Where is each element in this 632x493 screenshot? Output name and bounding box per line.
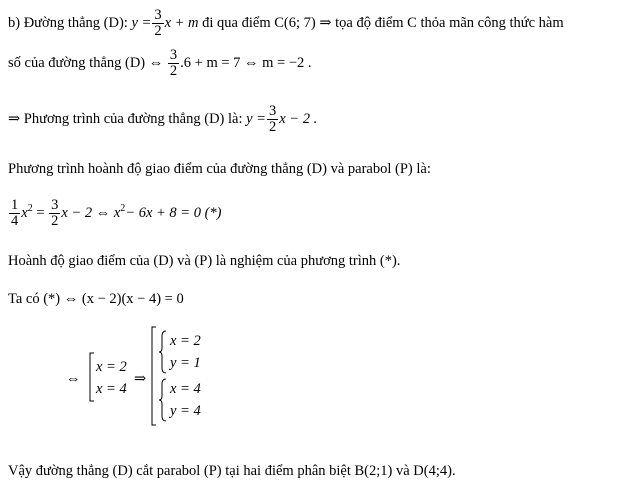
curly-brace-2 xyxy=(158,378,168,422)
line-5-frac2-den: 2 xyxy=(51,213,59,229)
case-c-2: y = 4 xyxy=(170,403,201,419)
line-1-eq-rhs: x + m xyxy=(164,14,199,31)
line-3-frac-den: 2 xyxy=(268,119,277,135)
line-2 xyxy=(8,48,312,79)
case-a-2: x = 4 xyxy=(96,381,127,397)
square-bracket-left xyxy=(88,352,96,402)
line-5 xyxy=(8,198,221,229)
line-3 xyxy=(8,104,317,135)
line-3-fraction xyxy=(267,104,278,135)
line-5-equals: = xyxy=(36,204,45,221)
line-1-text: đi qua điểm C(6; 7) ⇒ tọa độ điểm C thỏa mãn công thức hàm xyxy=(202,14,564,31)
line-3-prefix: ⇒ Phương trình của đường thẳng (D) là: xyxy=(8,110,243,127)
line-5-square-2: 2 xyxy=(120,203,126,214)
line-5-frac1-den: 4 xyxy=(11,213,19,229)
line-5-rest-1: x − 2 ⇔ x xyxy=(61,204,121,221)
line-3-eq-lhs: y = xyxy=(246,110,266,127)
line-2-prefix: số của đường thẳng (D) ⇔ xyxy=(8,54,164,71)
line-5-rest-2: − 6x + 8 = 0 (*) xyxy=(125,204,222,221)
line-1-frac-den: 2 xyxy=(154,23,162,39)
case-b-2: y = 1 xyxy=(170,355,201,371)
line-1-frac-num: 3 xyxy=(154,7,162,23)
line-5-square: 2 xyxy=(27,203,33,214)
curly-brace-1 xyxy=(158,330,168,374)
line-3-eq-rhs: x − 2 . xyxy=(279,110,318,127)
line-2-frac-den: 2 xyxy=(169,63,178,79)
cases-iff: ⇔ xyxy=(66,371,81,387)
line-2-frac-num: 3 xyxy=(169,47,178,63)
line-8: Vậy đường thẳng (D) cắt parabol (P) tại hai điểm phân biệt B(2;1) và D(4;4). xyxy=(8,463,456,479)
line-5-fraction-1 xyxy=(9,198,20,229)
line-5-fraction-2 xyxy=(49,198,60,229)
case-c-1: x = 4 xyxy=(170,381,201,397)
line-7: Ta có (*) ⇔ (x − 2)(x − 4) = 0 xyxy=(8,291,184,307)
cases-arrow: ⇒ xyxy=(134,371,147,387)
line-2-fraction xyxy=(168,48,179,79)
line-5-frac2-num: 3 xyxy=(51,197,59,213)
line-1-eq-lhs: y = xyxy=(131,14,152,31)
line-1-fraction xyxy=(152,8,163,39)
line-4: Phương trình hoành độ giao điểm của đường thẳng (D) và parabol (P) là: xyxy=(8,161,431,177)
line-1 xyxy=(8,8,564,39)
line-5-frac1-num: 1 xyxy=(11,197,19,213)
line-6: Hoành độ giao điểm của (D) và (P) là nghiệm của phương trình (*). xyxy=(8,253,401,269)
line-5-x: x xyxy=(21,204,28,221)
line-1-prefix: b) Đường thẳng (D): xyxy=(8,14,128,31)
square-bracket-right xyxy=(150,326,158,426)
case-a-1: x = 2 xyxy=(96,359,127,375)
case-b-1: x = 2 xyxy=(170,333,201,349)
line-3-frac-num: 3 xyxy=(268,103,277,119)
line-2-rest: .6 + m = 7 ⇔ m = −2 . xyxy=(180,54,312,71)
